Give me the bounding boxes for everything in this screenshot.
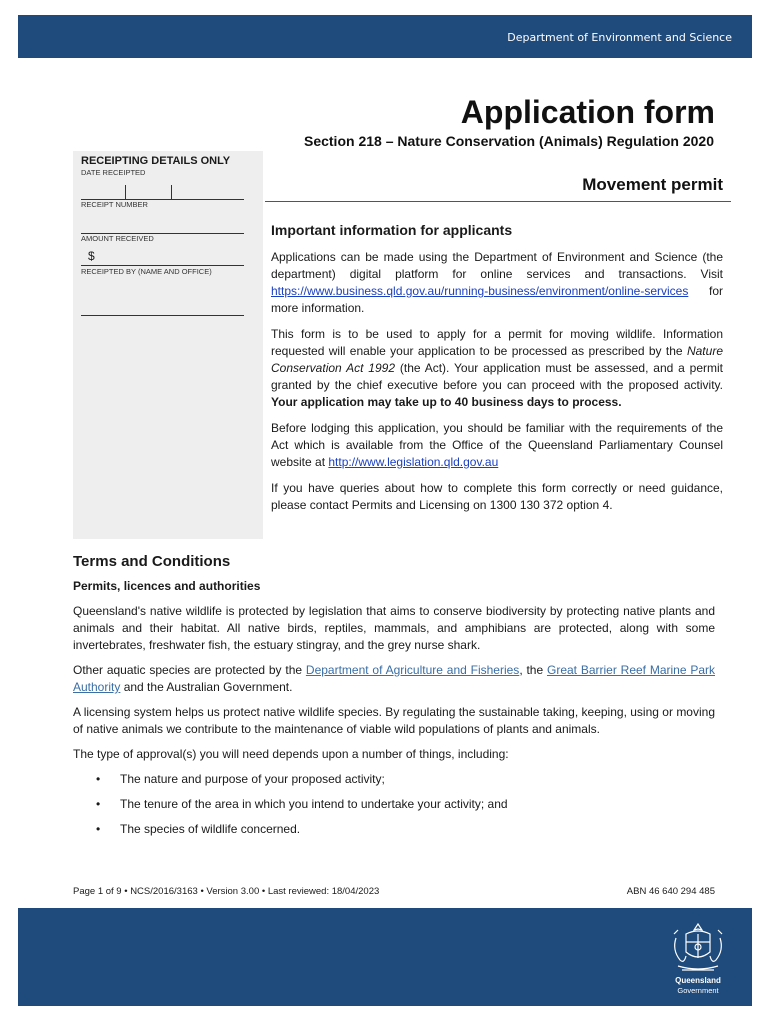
list-item: • The tenure of the area in which you intend to undertake your activity; and	[96, 797, 508, 811]
terms-subheading: Permits, licences and authorities	[73, 579, 261, 593]
info-paragraph: Before lodging this application, you should be familiar with the requirements of the Act which is available from the Office of the Queensland Parliamentary Counsel website at http://www.legislation.qld.gov.au	[271, 421, 723, 469]
date-receipted-label: DATE RECEIPTED	[81, 168, 146, 177]
department-name: Department of Environment and Science	[507, 31, 732, 44]
terms-paragraph: Other aquatic species are protected by the Department of Agriculture and Fisheries, the Great Barrier Reef Marine Park Authority and the Australian Government.	[73, 663, 715, 694]
terms-paragraph: Queensland's native wildlife is protected by legislation that aims to conserve biodiversity by protecting native plants and animals and their habitat. All native birds, reptiles, mammals, and amphibians are protected, along with some invertebrates, freshwater fish, the estuary stingray, and the grey nurse shark.	[73, 604, 715, 652]
currency-symbol: $	[88, 249, 95, 263]
page-subtitle: Section 218 – Nature Conservation (Animals) Regulation 2020	[303, 133, 714, 149]
list-item: • The nature and purpose of your proposed activity;	[96, 772, 385, 786]
section-divider	[265, 201, 731, 202]
info-paragraph: Applications can be made using the Department of Environment and Science (the department) digital platform for online services and transactions. Visit https://www.business.qld.gov.au/running-business/environment/online-services for more information.	[271, 250, 723, 315]
bullet-icon: •	[96, 772, 101, 786]
page-title: Application form	[460, 94, 715, 130]
online-services-link[interactable]: https://www.business.qld.gov.au/running-business/environment/online-services	[271, 284, 689, 298]
terms-paragraph: The type of approval(s) you will need depends upon a number of things, including:	[73, 747, 509, 761]
header-bar	[18, 15, 752, 58]
list-item: • The species of wildlife concerned.	[96, 822, 301, 836]
date-divider	[125, 185, 126, 199]
terms-heading: Terms and Conditions	[73, 553, 231, 570]
gbr-marine-park-link[interactable]: Great Barrier Reef Marine Park Authority	[73, 663, 715, 694]
coat-of-arms-icon	[668, 920, 728, 976]
amount-received-label: AMOUNT RECEIVED	[81, 234, 154, 243]
important-information-section	[271, 222, 723, 523]
terms-section	[73, 553, 715, 846]
logo-line-2: Government	[677, 986, 719, 995]
footer-page-info: Page 1 of 9 • NCS/2016/3163 • Version 3.00 • Last reviewed: 18/04/2023	[73, 886, 380, 897]
info-heading: Important information for applicants	[271, 222, 513, 238]
receipted-by-field[interactable]	[81, 315, 244, 316]
footer-abn: ABN 46 640 294 485	[626, 886, 715, 897]
bullet-icon: •	[96, 797, 101, 811]
bullet-icon: •	[96, 822, 101, 836]
footer-bar	[18, 908, 752, 1006]
receipted-by-label: RECEIPTED BY (NAME AND OFFICE)	[81, 267, 212, 276]
legislation-link[interactable]: http://www.legislation.qld.gov.au	[328, 455, 499, 469]
info-paragraph: If you have queries about how to complete this form correctly or need guidance, please contact Permits and Licensing on 1300 130 372 option 4.	[271, 481, 723, 512]
info-paragraph: This form is to be used to apply for a permit for moving wildlife. Information requested will enable your application to be processed as prescribed by the Nature Conservation Act 1992 (the Act). Your application must be assessed, and a permit granted by the chief executive before you can proceed with the proposed activity. Your application may take up to 40 business days to process.	[271, 327, 723, 409]
approval-factors-list	[73, 771, 715, 838]
permit-type-heading: Movement permit	[582, 175, 723, 194]
agriculture-fisheries-link[interactable]: Department of Agriculture and Fisheries	[305, 663, 520, 677]
receipt-number-label: RECEIPT NUMBER	[81, 200, 148, 209]
receipting-details-box	[73, 151, 263, 539]
queensland-government-logo	[668, 920, 728, 1000]
amount-received-field[interactable]	[81, 265, 244, 266]
terms-paragraph: A licensing system helps us protect native wildlife species. By regulating the sustainable taking, keeping, using or moving of native animals we contribute to the maintenance of viable wild populations of plants and animals.	[73, 705, 715, 736]
logo-line-1: Queensland	[675, 976, 721, 985]
date-divider	[171, 185, 172, 199]
receipting-heading: RECEIPTING DETAILS ONLY	[81, 155, 231, 167]
